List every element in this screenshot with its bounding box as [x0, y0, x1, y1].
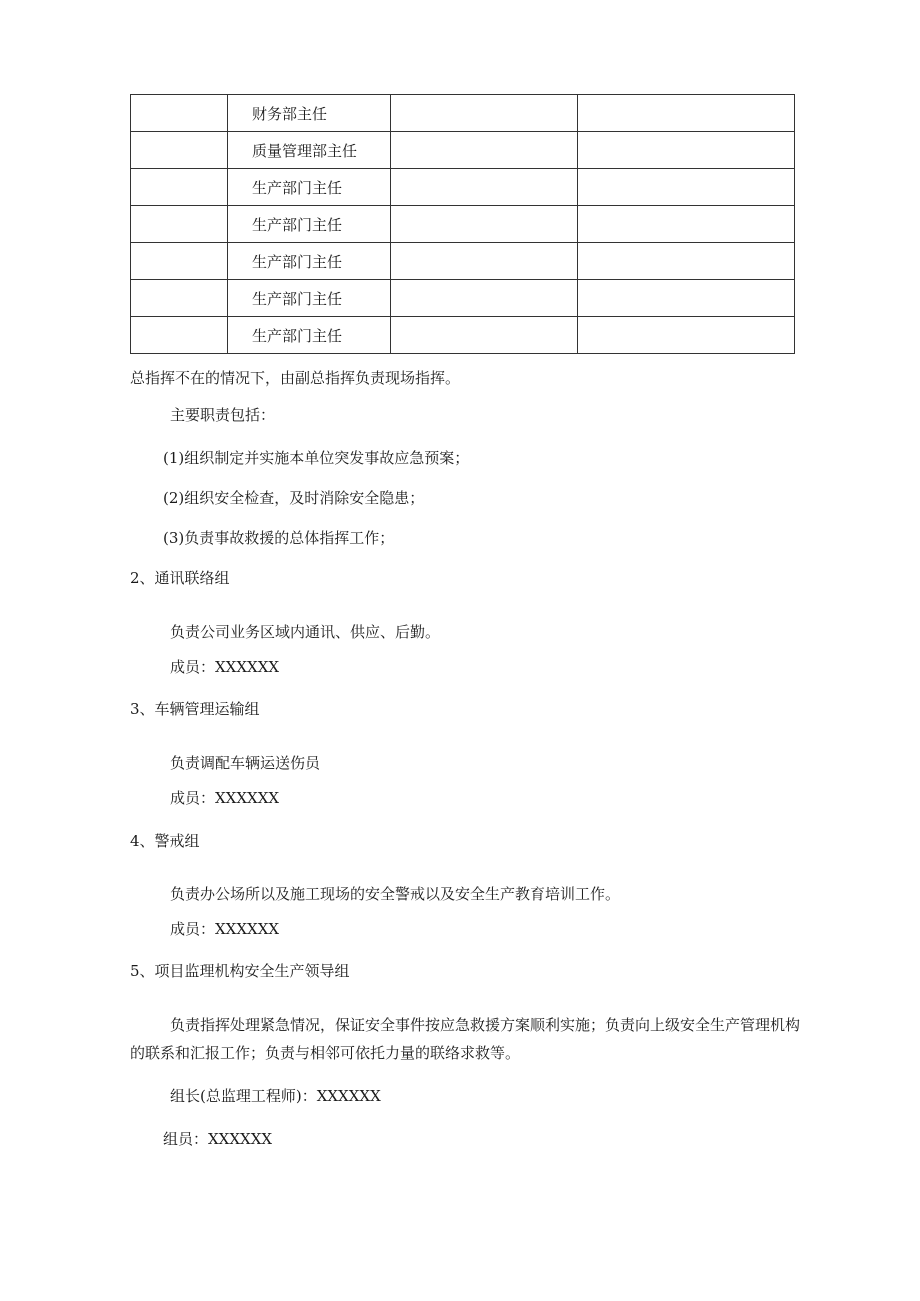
table-cell	[131, 95, 228, 132]
table-row	[131, 243, 795, 280]
table-cell	[578, 132, 795, 169]
section-heading-vehicle: 3、车辆管理运输组	[130, 700, 260, 718]
table-cell-role: 质量管理部主任	[228, 132, 391, 169]
roster-table	[130, 94, 795, 354]
duty-item: (2)组织安全检查，及时消除安全隐患；	[163, 489, 425, 507]
table-row	[131, 132, 795, 169]
section-leader-supervision: 组长(总监理工程师)：XXXXXX	[170, 1087, 381, 1105]
table-cell	[578, 280, 795, 317]
duty-item: (1)组织制定并实施本单位突发事故应急预案；	[163, 449, 470, 467]
table-cell	[131, 169, 228, 206]
table-cell-role: 财务部主任	[228, 95, 391, 132]
table-cell	[578, 169, 795, 206]
section-desc-guard: 负责办公场所以及施工现场的安全警戒以及安全生产教育培训工作。	[170, 885, 621, 903]
intro-text: 总指挥不在的情况下，由副总指挥负责现场指挥。	[130, 369, 461, 387]
table-cell	[131, 243, 228, 280]
section-members-vehicle: 成员：XXXXXX	[170, 789, 280, 807]
table-row	[131, 280, 795, 317]
table-cell	[391, 206, 578, 243]
section-desc-comm: 负责公司业务区域内通讯、供应、后勤。	[170, 623, 441, 641]
table-row	[131, 317, 795, 354]
table-cell	[391, 95, 578, 132]
table-cell	[578, 243, 795, 280]
table-row	[131, 169, 795, 206]
table-cell-role: 生产部门主任	[228, 169, 391, 206]
table-cell	[578, 95, 795, 132]
section-heading-comm: 2、通讯联络组	[130, 569, 230, 587]
table-cell	[131, 206, 228, 243]
section-members-supervision: 组员：XXXXXX	[163, 1130, 273, 1148]
roster-table-body	[131, 95, 795, 354]
table-cell-role: 生产部门主任	[228, 243, 391, 280]
table-row	[131, 95, 795, 132]
table-cell	[391, 243, 578, 280]
table-row	[131, 206, 795, 243]
section-heading-guard: 4、警戒组	[130, 832, 200, 850]
section-members-guard: 成员：XXXXXX	[170, 920, 280, 938]
section-desc-supervision: 负责指挥处理紧急情况，保证安全事件按应急救援方案顺利实施；负责向上级安全生产管理机构的联系和汇报工作；负责与相邻可依托力量的联络求救等。	[130, 1016, 801, 1062]
section-desc-vehicle: 负责调配车辆运送伤员	[170, 754, 321, 772]
table-cell	[578, 317, 795, 354]
table-cell	[391, 280, 578, 317]
table-cell	[578, 206, 795, 243]
section-heading-supervision: 5、项目监理机构安全生产领导组	[130, 962, 350, 980]
table-cell-role: 生产部门主任	[228, 317, 391, 354]
section-members-comm: 成员：XXXXXX	[170, 658, 280, 676]
table-cell	[391, 317, 578, 354]
table-cell-role: 生产部门主任	[228, 206, 391, 243]
duty-item: (3)负责事故救援的总体指挥工作；	[163, 529, 395, 547]
table-cell	[391, 169, 578, 206]
table-cell	[391, 132, 578, 169]
table-cell	[131, 132, 228, 169]
duties-label: 主要职责包括：	[170, 406, 276, 424]
table-cell-role: 生产部门主任	[228, 280, 391, 317]
table-cell	[131, 280, 228, 317]
table-cell	[131, 317, 228, 354]
